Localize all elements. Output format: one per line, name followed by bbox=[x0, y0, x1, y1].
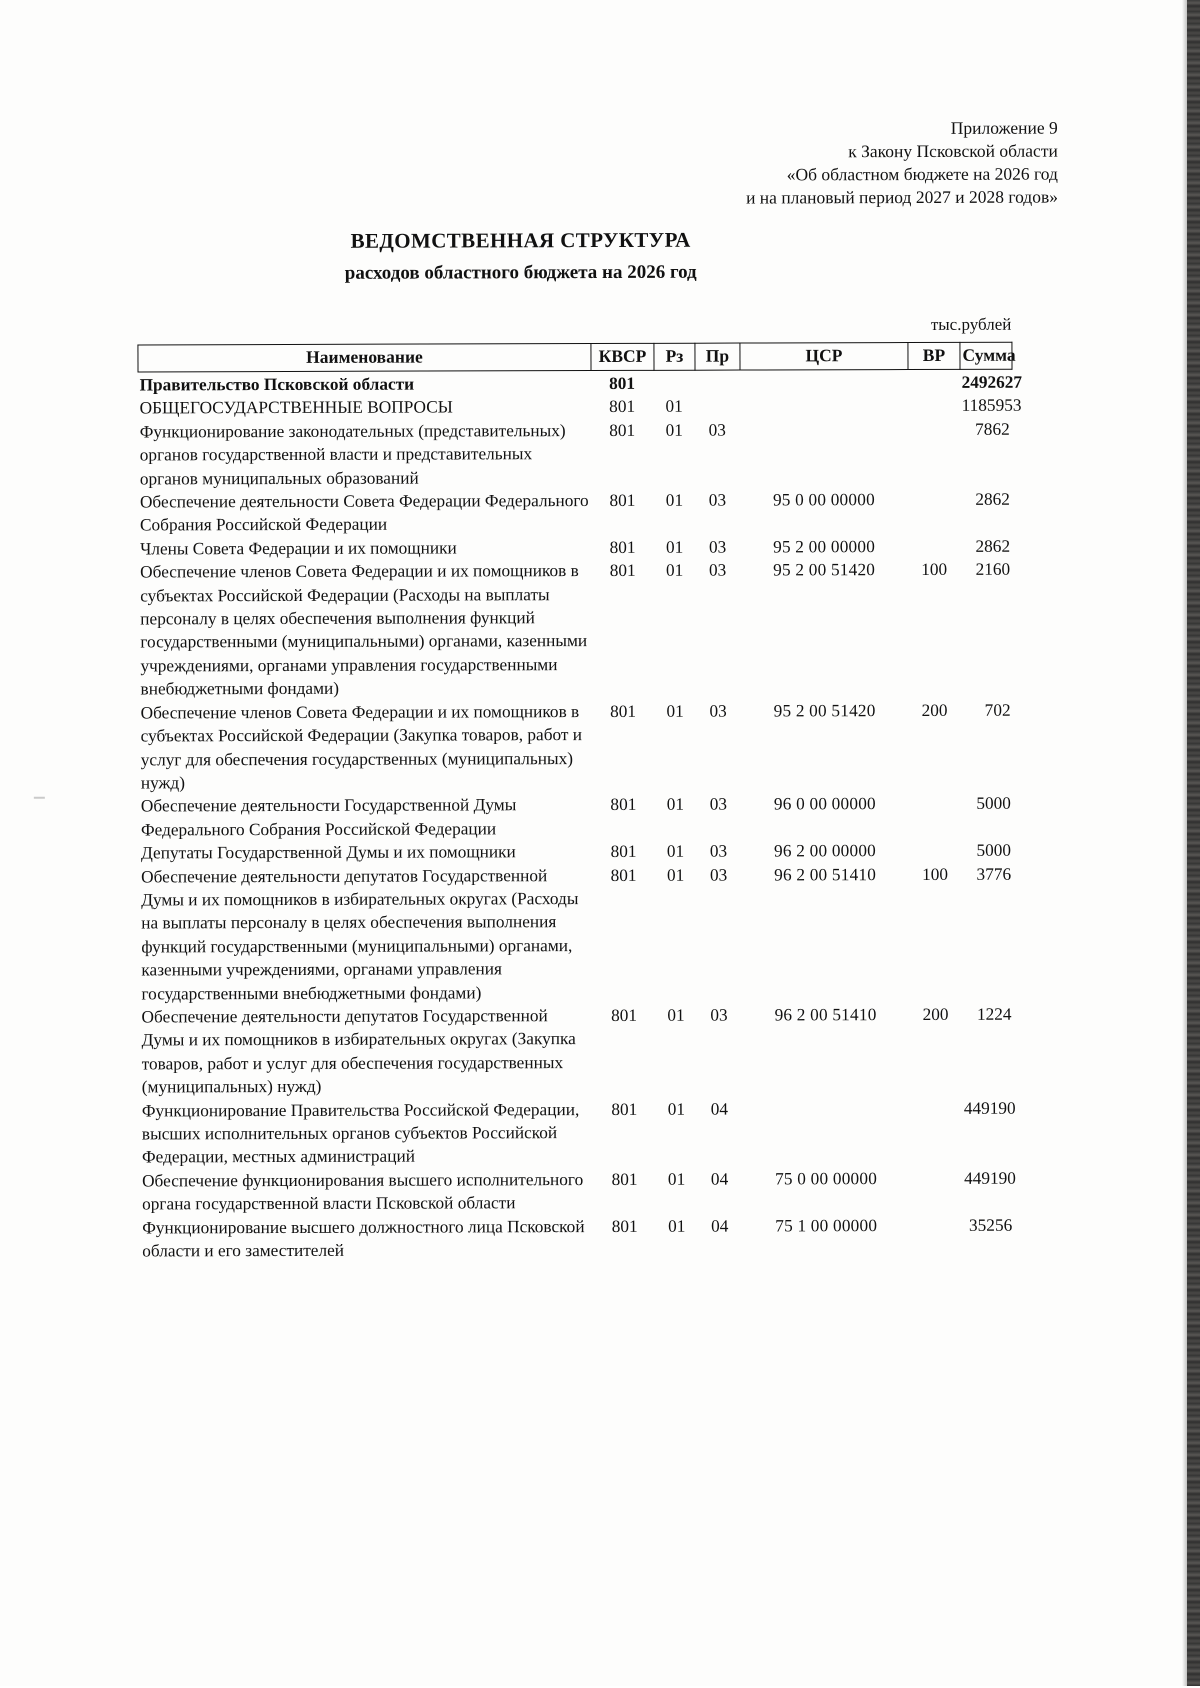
row-pr: 03 bbox=[709, 865, 728, 885]
row-pr: 04 bbox=[711, 1216, 729, 1236]
column-header-csr: ЦСР bbox=[740, 343, 908, 371]
row-csr: 95 2 00 51420 bbox=[773, 700, 876, 721]
row-pr bbox=[695, 395, 740, 419]
row-pr: 03 bbox=[708, 560, 727, 580]
row-rz: 01 bbox=[668, 1216, 686, 1236]
row-name: Функционирование законодательных (представительных) органов государственной власти и представительных органов муниципальных образований bbox=[139, 420, 566, 489]
row-rz: 01 bbox=[665, 560, 684, 581]
row-csr bbox=[740, 418, 908, 489]
table-row bbox=[139, 698, 1013, 794]
row-csr: 95 2 00 51420 bbox=[773, 560, 876, 580]
row-csr bbox=[740, 371, 908, 395]
units-label: тыс.рублей bbox=[930, 314, 1012, 334]
row-vr bbox=[910, 1096, 962, 1166]
column-header-vr: ВР bbox=[908, 342, 960, 369]
table-row bbox=[140, 1213, 1014, 1263]
table-row bbox=[138, 394, 1012, 420]
row-rz: 01 bbox=[665, 397, 683, 417]
row-pr: 04 bbox=[710, 1169, 729, 1189]
row-pr: 03 bbox=[709, 794, 728, 814]
row-name: Функционирование высшего должностного лица Псковской области и его заместителей bbox=[142, 1216, 585, 1261]
budget-table bbox=[137, 342, 1023, 1263]
row-rz bbox=[654, 372, 695, 396]
row-vr: 200 bbox=[921, 700, 948, 720]
row-kvsr: 801 bbox=[609, 373, 636, 393]
row-csr: 75 0 00 00000 bbox=[775, 1168, 878, 1189]
row-pr: 03 bbox=[708, 420, 726, 440]
row-pr: 04 bbox=[710, 1099, 729, 1119]
row-sum: 5000 bbox=[976, 840, 1012, 860]
row-name: Обеспечение деятельности Совета Федерации Федерального Собрания Российской Федерации bbox=[139, 491, 589, 535]
row-vr bbox=[908, 535, 960, 559]
row-vr: 200 bbox=[922, 1004, 949, 1024]
table-row bbox=[140, 1167, 1014, 1217]
row-rz: 01 bbox=[665, 420, 683, 440]
table-header-row bbox=[138, 342, 1012, 372]
row-vr bbox=[908, 371, 960, 395]
table-row bbox=[139, 839, 1013, 865]
row-sum: 1224 bbox=[976, 1004, 1012, 1024]
scan-edge-strip bbox=[1187, 0, 1200, 1686]
row-vr bbox=[908, 418, 960, 488]
row-name: ОБЩЕГОСУДАРСТВЕННЫЕ ВОПРОСЫ bbox=[139, 397, 453, 418]
row-name: Депутаты Государственной Думы и их помощники bbox=[140, 842, 516, 863]
row-pr bbox=[695, 372, 740, 396]
row-rz: 01 bbox=[666, 865, 685, 885]
row-name: Обеспечение членов Совета Федерации и их помощников в субъектах Российской Федерации (Закупка товаров, работ и услуг для обеспечения государственных (муниципальных) нужд) bbox=[140, 701, 583, 793]
row-kvsr: 801 bbox=[610, 865, 637, 885]
row-sum: 7862 bbox=[975, 419, 1010, 439]
row-sum: 5000 bbox=[976, 794, 1011, 814]
column-header-sum: Сумма bbox=[960, 342, 1012, 369]
row-kvsr: 801 bbox=[610, 795, 637, 815]
row-name: Обеспечение членов Совета Федерации и их помощников в субъектах Российской Федерации (Расходы на выплаты персоналу в целях обеспечения выполнения функций государственными (муниципальными) органами, казенными учреждениями, органами управления государственными внебюджетными фондами) bbox=[140, 561, 588, 699]
row-name: Обеспечение функционирования высшего исполнительного органа государственной власти Псковской области bbox=[142, 1169, 584, 1214]
row-name: Обеспечение деятельности депутатов Государственной Думы и их помощников в избирательных округах (Расходы на выплаты персоналу в целях обеспечения выполнения функций государственными (муниципальными) органами, казенными учреждениями, органами управления государственными внебюджетными фондами) bbox=[141, 865, 579, 1004]
document-subtitle: расходов областного бюджета на 2026 год bbox=[344, 261, 697, 284]
row-csr: 75 1 00 00000 bbox=[775, 1215, 878, 1236]
table-row bbox=[140, 1096, 1014, 1169]
column-header-kvsr: КВСР bbox=[591, 343, 654, 370]
row-sum: 2862 bbox=[975, 489, 1010, 509]
row-sum: 1185953 bbox=[961, 396, 1022, 416]
table-row bbox=[139, 792, 1013, 842]
row-sum: 2492627 bbox=[961, 372, 1023, 392]
row-sum: 702 bbox=[984, 700, 1011, 720]
row-csr: 95 2 00 00000 bbox=[773, 536, 876, 557]
row-pr: 03 bbox=[709, 701, 727, 721]
row-kvsr: 801 bbox=[609, 420, 636, 440]
row-rz: 01 bbox=[665, 490, 684, 510]
column-header-name: Наименование bbox=[138, 344, 591, 372]
appendix-line-2: к Закону Псковской области bbox=[848, 140, 1058, 162]
table-row bbox=[138, 371, 1012, 397]
row-rz: 01 bbox=[667, 1005, 685, 1025]
row-csr: 96 2 00 51410 bbox=[774, 1005, 877, 1025]
row-sum: 449190 bbox=[964, 1168, 1016, 1188]
appendix-line-1: Приложение 9 bbox=[950, 117, 1058, 138]
row-name: Обеспечение деятельности Государственной Думы Федерального Собрания Российской Федерации bbox=[140, 795, 517, 840]
row-kvsr: 801 bbox=[611, 1216, 638, 1236]
row-kvsr: 801 bbox=[609, 490, 636, 510]
row-vr bbox=[910, 1213, 962, 1260]
table-row bbox=[138, 488, 1012, 538]
row-sum: 35256 bbox=[968, 1215, 1013, 1235]
table-body bbox=[138, 371, 1023, 1263]
row-kvsr: 801 bbox=[609, 537, 636, 557]
row-kvsr: 801 bbox=[610, 701, 637, 721]
row-rz: 01 bbox=[665, 537, 684, 557]
row-csr: 96 2 00 51410 bbox=[774, 864, 877, 884]
row-vr bbox=[908, 488, 960, 535]
table-row bbox=[138, 418, 1012, 491]
row-pr: 03 bbox=[710, 1005, 728, 1025]
row-sum: 2862 bbox=[975, 536, 1011, 556]
row-pr: 03 bbox=[709, 841, 728, 861]
appendix-line-4: и на плановый период 2027 и 2028 годов» bbox=[746, 186, 1059, 208]
row-vr bbox=[909, 792, 961, 839]
row-kvsr: 801 bbox=[611, 1099, 638, 1119]
row-sum: 2160 bbox=[975, 559, 1011, 580]
row-name: Члены Совета Федерации и их помощники bbox=[140, 538, 457, 559]
row-rz: 01 bbox=[667, 1099, 686, 1119]
row-kvsr: 801 bbox=[611, 1169, 638, 1189]
row-kvsr: 801 bbox=[610, 842, 637, 862]
row-sum: 449190 bbox=[963, 1098, 1016, 1118]
row-name: Обеспечение деятельности депутатов Государственной Думы и их помощников в избирательных округах (Закупка товаров, работ и услуг для обеспечения государственных (муниципальных) нужд) bbox=[141, 1006, 576, 1097]
row-kvsr: 801 bbox=[611, 1005, 638, 1025]
appendix-line-3: «Об областном бюджете на 2026 год bbox=[786, 163, 1058, 185]
row-vr bbox=[910, 1167, 962, 1214]
row-csr bbox=[740, 394, 908, 418]
row-csr: 96 0 00 00000 bbox=[773, 794, 876, 814]
table-row bbox=[139, 862, 1013, 1005]
table-row bbox=[138, 535, 1012, 561]
row-rz: 01 bbox=[666, 795, 685, 815]
row-sum: 3776 bbox=[976, 864, 1012, 884]
table-row bbox=[138, 558, 1012, 701]
row-vr bbox=[909, 839, 961, 863]
row-rz: 01 bbox=[666, 841, 685, 861]
document-title: ВЕДОМСТВЕННАЯ СТРУКТУРА bbox=[350, 227, 691, 253]
row-rz: 01 bbox=[666, 701, 684, 721]
row-vr: 100 bbox=[921, 560, 948, 580]
row-name: Функционирование Правительства Российской Федерации, высших исполнительных органов субъектов Российской Федерации, местных администраций bbox=[141, 1099, 580, 1167]
row-vr: 100 bbox=[922, 864, 949, 884]
column-header-pr: Пр bbox=[695, 343, 740, 370]
row-pr: 03 bbox=[708, 490, 727, 510]
appendix-reference-block bbox=[598, 117, 1058, 210]
table-header bbox=[137, 342, 1016, 373]
row-csr: 95 0 00 00000 bbox=[772, 490, 875, 510]
column-header-rz: Рз bbox=[654, 343, 695, 370]
row-csr: 96 2 00 00000 bbox=[774, 841, 877, 861]
scan-artifact-speck bbox=[34, 797, 45, 799]
row-pr: 03 bbox=[708, 537, 727, 557]
row-kvsr: 801 bbox=[609, 397, 636, 417]
row-vr bbox=[908, 394, 960, 418]
row-csr bbox=[742, 1097, 910, 1168]
row-kvsr: 801 bbox=[609, 561, 636, 581]
row-name: Правительство Псковской области bbox=[139, 374, 415, 395]
row-rz: 01 bbox=[667, 1169, 686, 1189]
table-row bbox=[140, 1003, 1014, 1099]
